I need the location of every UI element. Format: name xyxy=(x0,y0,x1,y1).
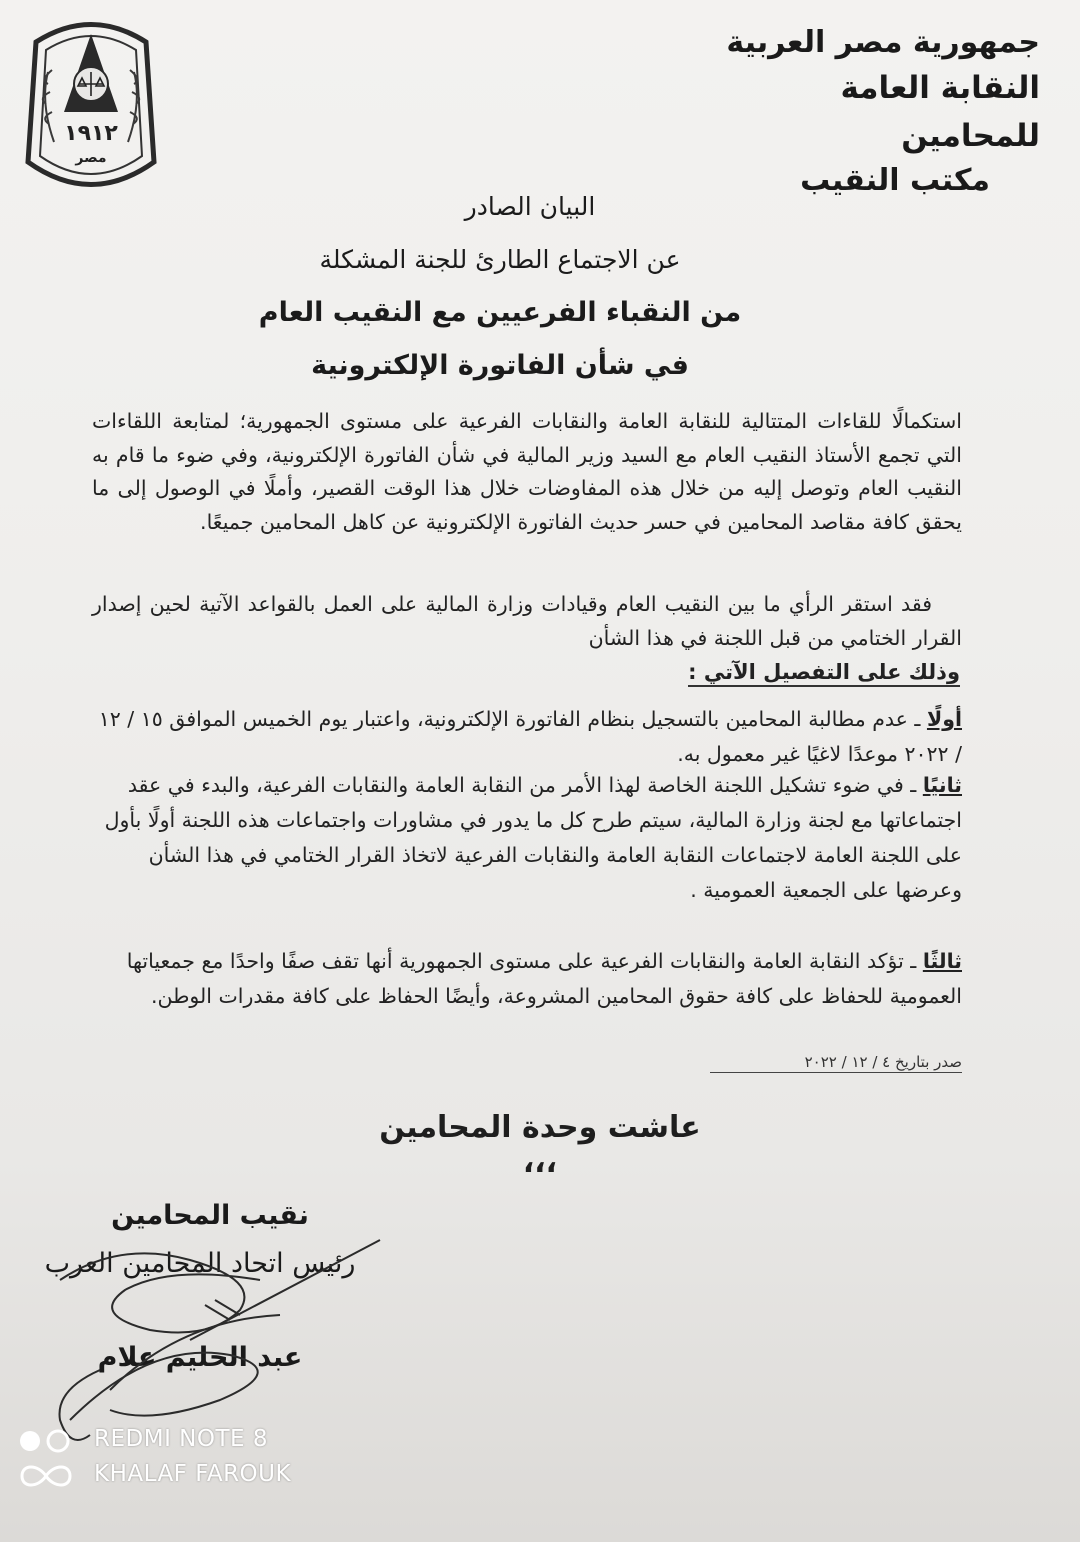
letterhead-country: جمهورية مصر العربية xyxy=(726,25,1040,60)
syndicate-seal-logo xyxy=(16,12,166,197)
body-paragraph-1: استكمالًا للقاءات المتتالية للنقابة العامة والنقابات الفرعية على مستوى الجمهورية؛ لمتابعة اللقاءات التي تجمع الأستاذ النقيب العام مع السيد وزير المالية في شأن الفاتورة الإلكترونية، وفي ضوء ما قام به النقيب العام وتوصل إليه من خلال هذه المفاوضات خلال هذا الوقت القصير، وأملًا في الوصول إلى ما يحقق كافة مقاصد المحامين في حسر حديث الفاتورة الإلكترونية عن كاهل المحامين جميعًا. xyxy=(92,409,962,534)
seal-year-text: ١٩١٢ xyxy=(64,121,118,146)
signature-role: رئيس اتحاد المحامين العرب xyxy=(44,1248,356,1279)
item-text: ـ في ضوء تشكيل اللجنة الخاصة لهذا الأمر من النقابة العامة والنقابات الفرعية، والبدء في عقد اجتماعاتها مع لجنة وزارة المالية، سيتم طرح كل ما يدور في مشاورات واجتماعات هذه اللجنة أولًا بأول على اللجنة العامة لاجتماعات النقابة العامة والنقابات الفرعية لاتخاذ القرار الختامي في هذا الشأن وعرضها على الجمعية العمومية . xyxy=(104,773,962,902)
signature-name: عبد الحليم علام xyxy=(97,1342,303,1373)
title-line-1: البيان الصادر xyxy=(464,192,596,221)
watermark-device xyxy=(18,1423,338,1457)
list-item xyxy=(92,944,962,1014)
body-paragraph-2: فقد استقر الرأي ما بين النقيب العام وقيادات وزارة المالية على العمل بالقواعد الآتية لحين إصدار القرار الختامي من قبل اللجنة في هذا الشأن xyxy=(92,592,962,650)
letterhead xyxy=(710,22,1040,202)
issue-date: صدر بتاريخ ٤ / ١٢ / ٢٠٢٢ xyxy=(710,1052,962,1073)
list-item xyxy=(92,768,962,908)
signature-title: نقيب المحامين xyxy=(111,1200,309,1231)
item-label: ثالثًا xyxy=(922,949,962,973)
handwritten-signature-icon xyxy=(30,1220,400,1450)
title-line-3: من النقباء الفرعيين مع النقيب العام xyxy=(258,297,742,328)
infinity-icon xyxy=(18,1462,74,1490)
camera-dots-icon xyxy=(18,1427,74,1455)
item-text: ـ عدم مطالبة المحامين بالتسجيل بنظام الفاتورة الإلكترونية، واعتبار يوم الخميس الموافق ١٥ / ١٢ / ٢٠٢٢ موعدًا لاغيًا غير معمول به. xyxy=(98,707,962,766)
item-label: أولًا xyxy=(926,707,962,731)
statement-title xyxy=(250,180,750,392)
watermark-device-text: REDMI NOTE 8 xyxy=(94,1426,268,1452)
seal-city-text: مصر xyxy=(75,150,107,166)
watermark-author xyxy=(18,1458,338,1492)
list-item xyxy=(92,702,962,772)
details-heading: وذلك على التفصيل الآتي : xyxy=(688,660,960,687)
item-text: ـ تؤكد النقابة العامة والنقابات الفرعية على مستوى الجمهورية أنها تقف صفًا واحدًا مع جمعياتها العمومية للحفاظ على كافة حقوق المحامين المشروعة، وأيضًا الحفاظ على كافة مقدرات الوطن. xyxy=(126,949,962,1008)
letterhead-office: مكتب النقيب xyxy=(800,163,990,198)
letterhead-syndicate: النقابة العامة للمحامين xyxy=(840,70,1040,154)
watermark-author-text: KHALAF FAROUK xyxy=(94,1461,292,1487)
item-label: ثانيًا xyxy=(922,773,962,797)
title-line-2: عن الاجتماع الطارئ للجنة المشكلة xyxy=(319,245,681,274)
title-line-4: في شأن الفاتورة الإلكترونية xyxy=(311,350,689,381)
closing-slogan: عاشت وحدة المحامين ،،، xyxy=(379,1110,701,1180)
